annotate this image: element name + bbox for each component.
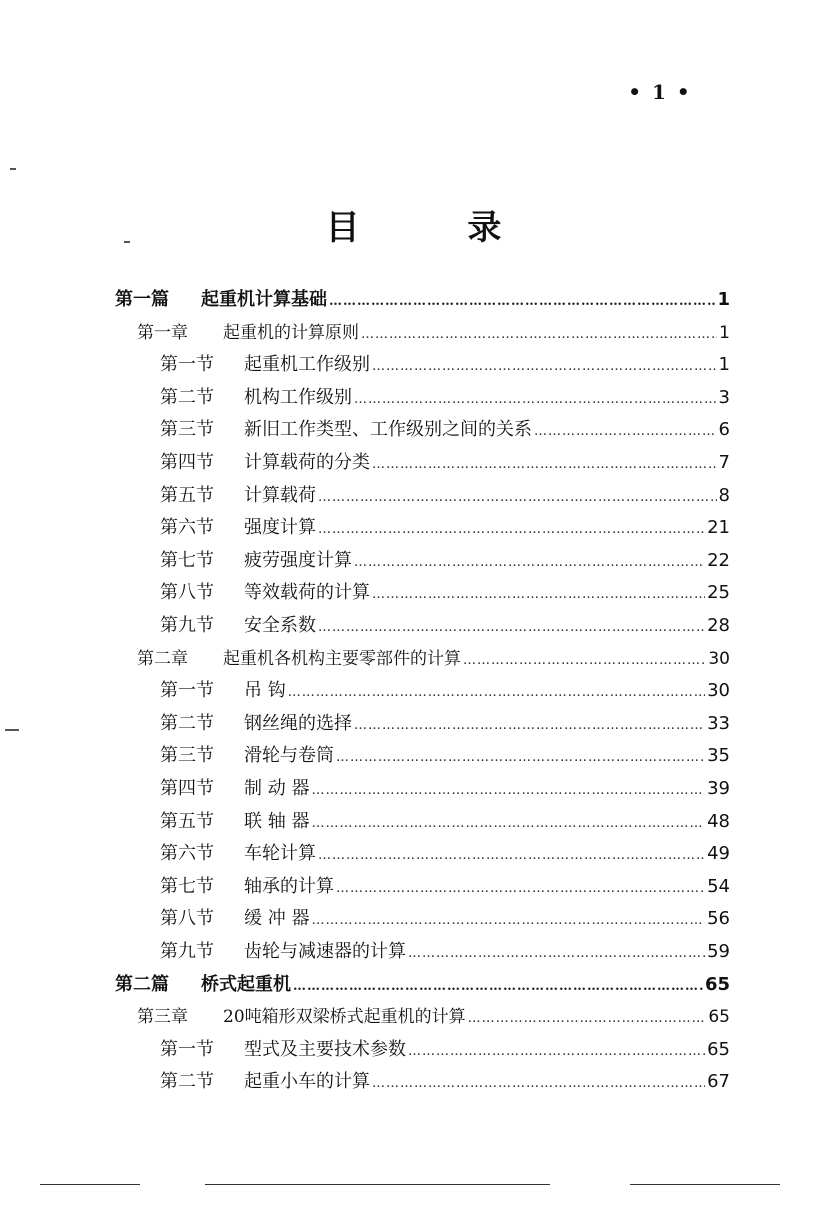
toc-leader-dots xyxy=(354,392,717,407)
toc-leader-dots xyxy=(288,685,705,700)
toc-section-label: 第八节 xyxy=(160,908,214,930)
toc-leader-dots xyxy=(354,555,705,570)
toc-section-title: 新旧工作类型、工作级别之间的关系 xyxy=(244,419,532,441)
toc-leader-dots xyxy=(318,620,705,635)
toc-section-row xyxy=(160,839,730,869)
toc-chapter-label: 第一章 xyxy=(137,322,188,343)
toc-section-title: 安全系数 xyxy=(244,615,316,636)
toc-section-row xyxy=(160,481,730,511)
toc-page-number: 22 xyxy=(707,549,730,571)
scan-speck xyxy=(10,168,16,170)
toc-page-number: 1 xyxy=(719,322,730,343)
toc-section-label: 第一节 xyxy=(160,354,214,376)
toc-section-row xyxy=(160,546,730,576)
toc-leader-dots xyxy=(463,653,706,668)
toc-leader-dots xyxy=(318,522,705,537)
toc-section-title: 制 动 器 xyxy=(244,778,310,799)
toc-page-number: 1 xyxy=(718,354,730,376)
toc-section-title: 起重机工作级别 xyxy=(244,354,370,376)
toc-page-number: 65 xyxy=(704,973,730,995)
toc-part-label: 第二篇 xyxy=(115,973,169,995)
toc-page-number: 6 xyxy=(718,419,730,441)
toc-section-label: 第八节 xyxy=(160,582,214,604)
toc-section-title: 机构工作级别 xyxy=(244,386,352,408)
toc-section-row xyxy=(160,513,730,543)
toc-section-row xyxy=(160,937,730,967)
toc-section-label: 第七节 xyxy=(160,875,214,897)
toc-section-title: 计算载荷的分类 xyxy=(244,452,370,473)
scan-speck xyxy=(5,729,19,731)
toc-section-title: 计算载荷 xyxy=(244,484,316,506)
bottom-rule-right xyxy=(630,1184,780,1185)
toc-section-title: 型式及主要技术参数 xyxy=(244,1038,406,1060)
toc-leader-dots xyxy=(372,359,717,374)
toc-page-number: 28 xyxy=(707,615,730,636)
toc-section-label: 第二节 xyxy=(160,712,214,734)
toc-section-label: 第四节 xyxy=(160,778,214,799)
toc-leader-dots xyxy=(361,327,717,342)
toc-part-title: 起重机计算基础 xyxy=(201,289,327,310)
toc-page-number: 3 xyxy=(718,386,730,408)
toc-section-title: 起重小车的计算 xyxy=(244,1071,370,1093)
toc-section-label: 第五节 xyxy=(160,810,214,832)
toc-section-title: 等效载荷的计算 xyxy=(244,582,370,604)
toc-page-number: 65 xyxy=(708,1007,730,1028)
toc-chapter-row xyxy=(137,1002,730,1032)
toc-page-number: 65 xyxy=(707,1038,730,1060)
toc-page-number: 33 xyxy=(707,712,730,734)
toc-section-label: 第二节 xyxy=(160,386,214,408)
toc-section-label: 第四节 xyxy=(160,452,214,473)
toc-page-number: 54 xyxy=(707,875,730,897)
toc-chapter-row xyxy=(137,318,730,348)
toc-section-title: 疲劳强度计算 xyxy=(244,549,352,571)
toc-section-row xyxy=(160,774,730,804)
toc-section-row xyxy=(160,578,730,608)
toc-leader-dots xyxy=(534,424,717,439)
toc-section-row xyxy=(160,611,730,641)
toc-leader-dots xyxy=(372,457,717,472)
toc-section-title: 强度计算 xyxy=(244,517,316,539)
toc-leader-dots xyxy=(408,1044,705,1059)
toc-section-row xyxy=(160,709,730,739)
toc-section-title: 齿轮与减速器的计算 xyxy=(244,941,406,962)
toc-page-number: 8 xyxy=(718,484,730,506)
toc-leader-dots xyxy=(311,913,705,928)
toc-section-row xyxy=(160,415,730,445)
toc-section-title: 车轮计算 xyxy=(244,843,316,865)
page-number: • 1 • xyxy=(628,80,692,104)
toc-page-number: 7 xyxy=(718,452,730,473)
toc-section-label: 第一节 xyxy=(160,680,214,702)
toc-section-label: 第六节 xyxy=(160,517,214,539)
toc-part-row xyxy=(115,970,730,1000)
toc-page-number: 30 xyxy=(708,648,730,669)
bottom-rule-left xyxy=(40,1184,140,1185)
toc-section-row xyxy=(160,383,730,413)
toc-page-number: 21 xyxy=(707,517,730,539)
toc-section-row xyxy=(160,807,730,837)
toc-part-label: 第一篇 xyxy=(115,289,169,310)
toc-section-label: 第六节 xyxy=(160,843,214,865)
toc-page-number: 39 xyxy=(707,778,730,799)
toc-section-row xyxy=(160,676,730,706)
toc-page-number: 48 xyxy=(707,810,730,832)
toc-chapter-title: 20吨箱形双梁桥式起重机的计算 xyxy=(223,1007,466,1028)
toc-leader-dots xyxy=(354,718,705,733)
toc-section-label: 第二节 xyxy=(160,1071,214,1093)
toc-section-row xyxy=(160,872,730,902)
toc-title: 目 录 xyxy=(325,208,550,248)
toc-section-row xyxy=(160,1035,730,1065)
toc-page-number: 67 xyxy=(707,1071,730,1093)
toc-section-title: 轴承的计算 xyxy=(244,875,334,897)
toc-leader-dots xyxy=(318,848,705,863)
toc-section-row xyxy=(160,741,730,771)
toc-section-title: 滑轮与卷筒 xyxy=(244,745,334,767)
toc-leader-dots xyxy=(311,783,705,798)
toc-leader-dots xyxy=(318,490,717,505)
toc-page-number: 1 xyxy=(717,289,730,310)
toc-section-title: 吊 钩 xyxy=(244,680,286,702)
toc-chapter-title: 起重机各机构主要零部件的计算 xyxy=(223,648,461,669)
toc-section-label: 第五节 xyxy=(160,484,214,506)
toc-section-title: 钢丝绳的选择 xyxy=(244,712,352,734)
toc-page-number: 59 xyxy=(707,941,730,962)
toc-leader-dots xyxy=(468,1011,707,1026)
toc-section-row xyxy=(160,1067,730,1097)
toc-leader-dots xyxy=(372,1076,705,1091)
toc-section-label: 第三节 xyxy=(160,745,214,767)
toc-leader-dots xyxy=(336,881,705,896)
toc-page-number: 35 xyxy=(707,745,730,767)
toc-section-label: 第一节 xyxy=(160,1038,214,1060)
toc-section-row xyxy=(160,904,730,934)
toc-section-label: 第三节 xyxy=(160,419,214,441)
toc-section-row xyxy=(160,350,730,380)
toc-leader-dots xyxy=(372,587,705,602)
toc-chapter-label: 第二章 xyxy=(137,648,188,669)
toc-part-title: 桥式起重机 xyxy=(201,973,291,995)
toc-section-title: 联 轴 器 xyxy=(244,810,310,832)
toc-chapter-label: 第三章 xyxy=(137,1007,188,1028)
toc-part-row xyxy=(115,285,730,315)
toc-section-label: 第九节 xyxy=(160,615,214,636)
toc-leader-dots xyxy=(293,979,703,994)
toc-leader-dots xyxy=(311,816,705,831)
toc-leader-dots xyxy=(336,750,705,765)
toc-page-number: 30 xyxy=(707,680,730,702)
toc-page-number: 49 xyxy=(707,843,730,865)
toc-page-number: 56 xyxy=(707,908,730,930)
toc-chapter-row xyxy=(137,644,730,674)
toc-page-number: 25 xyxy=(707,582,730,604)
toc-chapter-title: 起重机的计算原则 xyxy=(223,322,359,343)
scan-speck xyxy=(124,241,130,243)
toc-leader-dots xyxy=(329,294,715,309)
toc-leader-dots xyxy=(408,946,705,961)
toc-section-label: 第九节 xyxy=(160,941,214,962)
toc-section-title: 缓 冲 器 xyxy=(244,908,310,930)
toc-section-label: 第七节 xyxy=(160,549,214,571)
toc-section-row xyxy=(160,448,730,478)
bottom-rule-center xyxy=(205,1184,550,1185)
